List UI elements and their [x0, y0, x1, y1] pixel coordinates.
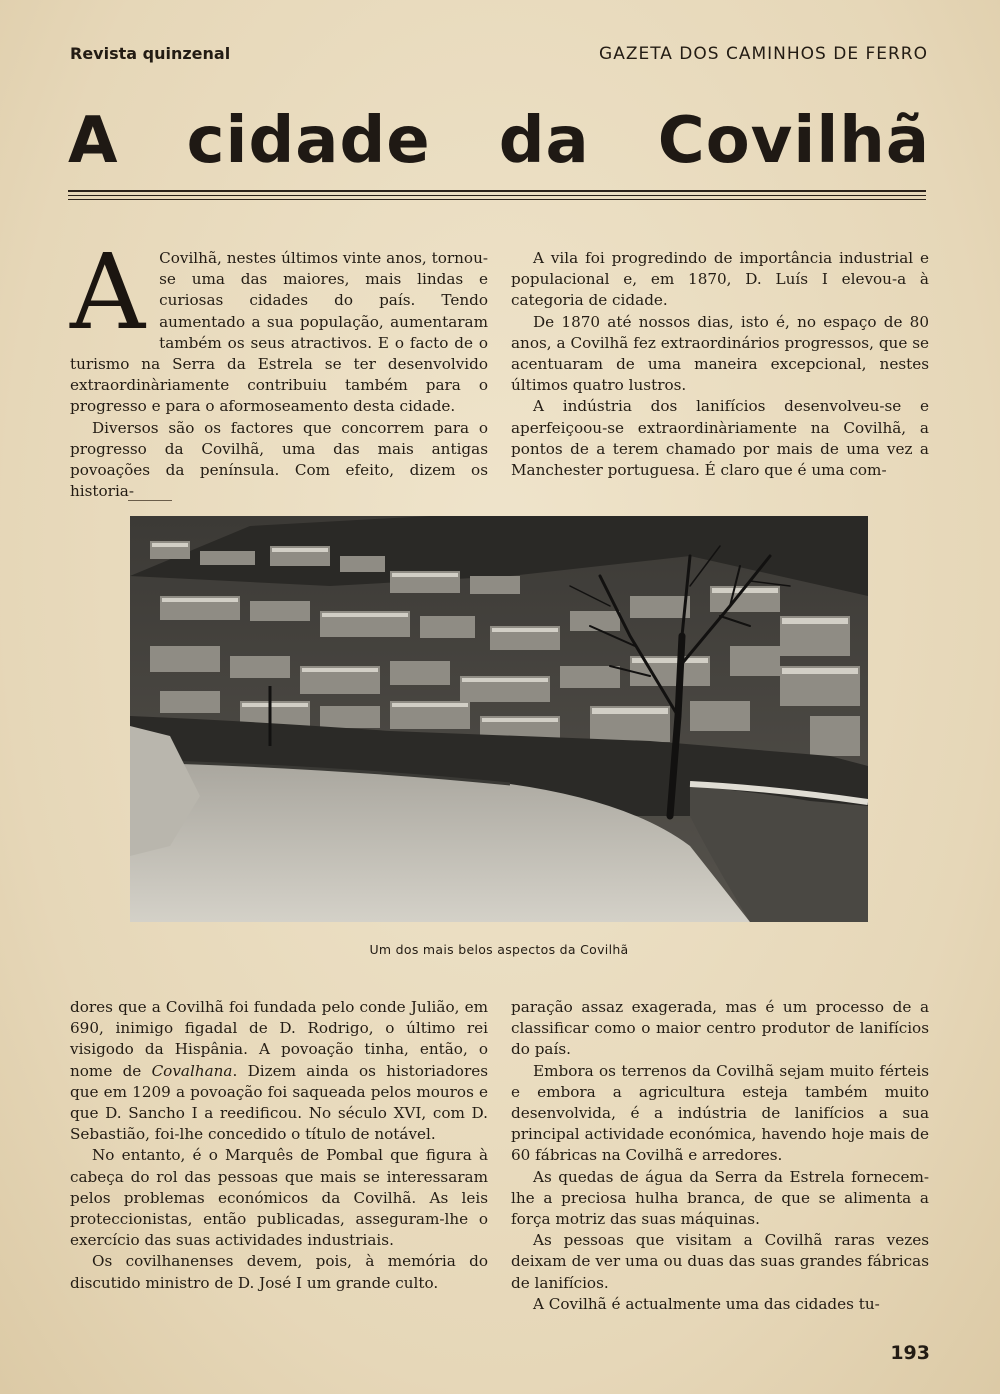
- paragraph: A indústria dos lanifícios desenvolveu-se e aperfeiçoou-se extraordinàriamente na Covilhã, a pontos de a terem chamado por mais de uma vez a Manchester portuguesa. É claro que é uma com-: [511, 397, 929, 480]
- decorative-dash: [128, 500, 172, 501]
- title-rule-bottom: [68, 199, 926, 200]
- column-lower-left: [70, 997, 488, 1294]
- text-run: dores que a Covilhã foi fundada pelo conde Julião, em 690, inimigo figadal de D. Rodrigo, o último rei visigodo da Hispânia. A povoação tinha, então, o nome de: [70, 998, 488, 1080]
- photo-illustration: [130, 516, 868, 922]
- publication-frequency: Revista quinzenal: [70, 44, 231, 63]
- paragraph: paração assaz exagerada, mas é um processo de a classificar como o maior centro produtor de lanifícios do país.: [511, 998, 929, 1059]
- paragraph: As quedas de água da Serra da Estrela fornecem-lhe a preciosa hulha branca, de que se alimenta a força motriz das suas máquinas.: [511, 1167, 929, 1229]
- running-header: [70, 44, 928, 70]
- place-name-italic: Covalhana: [151, 1061, 233, 1080]
- paragraph: No entanto, é o Marquês de Pombal que figura à cabeça do rol das pessoas que mais se interessaram pelos problemas económicos da Covilhã. As leis proteccionistas, então publicadas, asseguram-lhe o exercício das suas actividades industriais.: [70, 1146, 488, 1250]
- text-run: . Dizem ainda os historiadores que em 1209 a povoação foi saqueada pelos mouros e que D. Sancho I a reedificou. No século XVI, com D. Sebastião, foi-lhe concedido o título de notável.: [70, 1061, 488, 1144]
- drop-cap: A: [70, 231, 146, 353]
- article-title: A cidade da Covilhã: [68, 104, 930, 178]
- column-upper-right: [511, 248, 929, 481]
- paragraph-with-emphasis: [70, 997, 488, 1145]
- paragraph: Embora os terrenos da Covilhã sejam muito férteis e embora a agricultura esteja também muito desenvolvida, é a indústria de lanifícios a sua principal actividade económica, havendo hoje mais de 60 fábricas na Covilhã e arredores.: [511, 1061, 929, 1165]
- title-rule-top: [68, 190, 926, 192]
- paragraph: De 1870 até nossos dias, isto é, no espaço de 80 anos, a Covilhã fez extraordinários progressos, que se acentuaram de uma maneira excepcional, nestes últimos quatro lustros.: [511, 312, 929, 395]
- photo-caption: Um dos mais belos aspectos da Covilhã: [369, 942, 629, 957]
- paragraph: As pessoas que visitam a Covilhã raras vezes deixam de ver uma ou duas das suas grandes fábricas de lanifícios.: [511, 1231, 929, 1292]
- title-rule-mid: [68, 195, 926, 196]
- column-lower-right: [511, 997, 929, 1315]
- city-photograph: [130, 516, 868, 922]
- paragraph: A Covilhã é actualmente uma das cidades tu-: [533, 1294, 880, 1313]
- paragraph: Diversos são os factores que concorrem para o progresso da Covilhã, uma das mais antigas povoações da península. Com efeito, dizem os historia-: [70, 418, 488, 501]
- paragraph: Covilhã, nestes últimos vinte anos, tornou-se uma das maiores, mais lindas e curiosas cidades do país. Tendo aumentado a sua população, aumentaram também os seus atractivos. E o facto de o turismo na Serra da Estrela se ter desenvolvido extraordinàriamente contribuiu também para o progresso e para o aformoseamento desta cidade.: [70, 249, 488, 416]
- magazine-name: GAZETA DOS CAMINHOS DE FERRO: [599, 44, 928, 64]
- paragraph: A vila foi progredindo de importância industrial e populacional e, em 1870, D. Luís I elevou-a à categoria de cidade.: [511, 249, 929, 310]
- column-upper-left: [70, 231, 488, 502]
- page-number: 193: [890, 1342, 930, 1364]
- paragraph: Os covilhanenses devem, pois, à memória do discutido ministro de D. José I um grande culto.: [70, 1252, 488, 1292]
